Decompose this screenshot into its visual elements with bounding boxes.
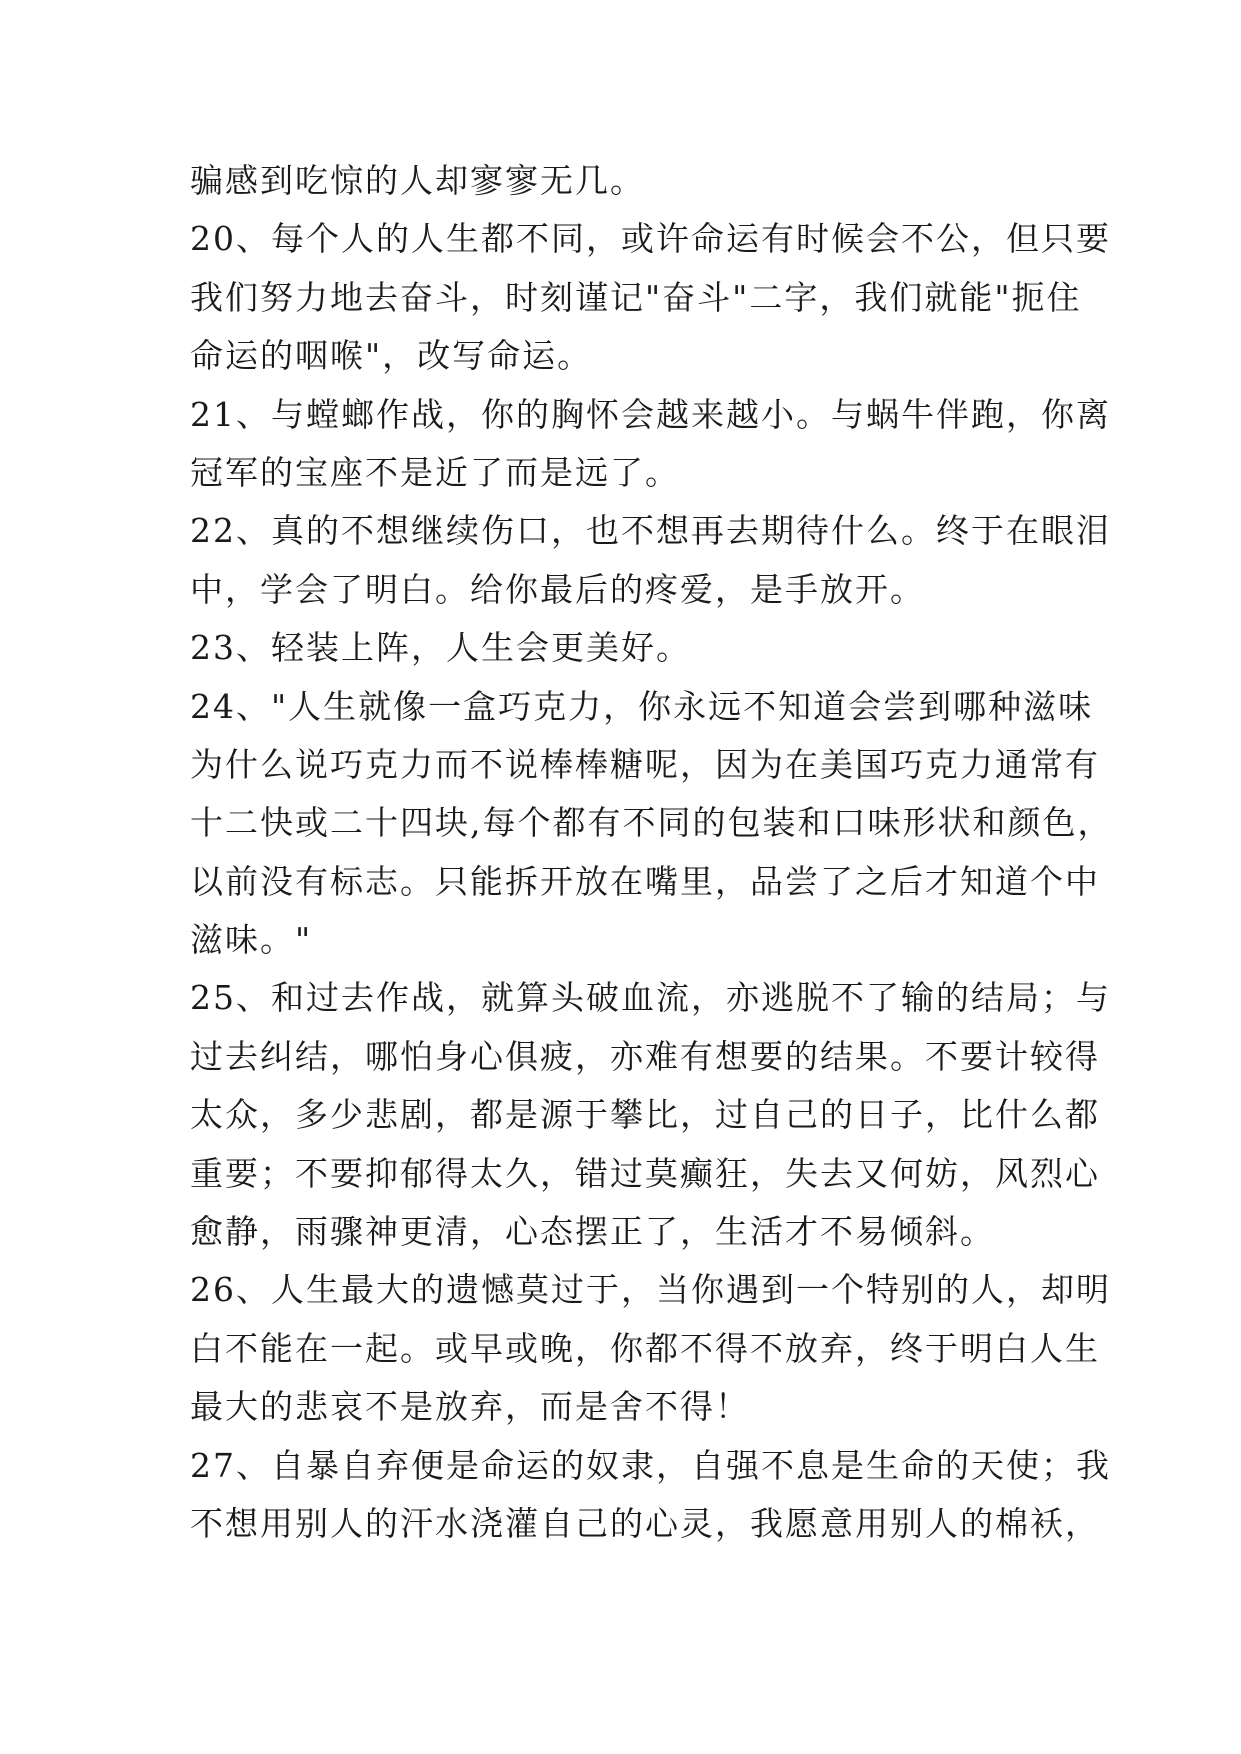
text-line: 滋味。": [190, 920, 313, 960]
text-line: 25、和过去作战，就算头破血流，亦逃脱不了输的结局；与: [190, 978, 1111, 1018]
text-line: 中，学会了明白。给你最后的疼爱，是手放开。: [190, 569, 925, 609]
text-line: 太众，多少悲剧，都是源于攀比，过自己的日子，比什么都: [190, 1095, 1100, 1135]
text-line: 20、每个人的人生都不同，或许命运有时候会不公，但只要: [190, 219, 1111, 259]
text-line: 不想用别人的汗水浇灌自己的心灵，我愿意用别人的棉袄，: [190, 1503, 1100, 1543]
text-line: 十二快或二十四块,每个都有不同的包装和口味形状和颜色，: [190, 803, 1113, 843]
text-line: 21、与螳螂作战，你的胸怀会越来越小。与蜗牛伴跑，你离: [190, 394, 1111, 434]
text-line: 愈静，雨骤神更清，心态摆正了，生活才不易倾斜。: [190, 1212, 995, 1252]
text-line: 为什么说巧克力而不说棒棒糖呢，因为在美国巧克力通常有: [190, 744, 1100, 784]
text-line: 我们努力地去奋斗，时刻谨记"奋斗"二字，我们就能"扼住: [190, 277, 1082, 317]
text-line: 27、自暴自弃便是命运的奴隶，自强不息是生命的天使；我: [190, 1445, 1111, 1485]
text-line: 最大的悲哀不是放弃，而是舍不得！: [190, 1387, 750, 1427]
text-line: 冠军的宝座不是近了而是远了。: [190, 452, 680, 492]
text-line: 重要；不要抑郁得太久，错过莫癫狂，失去又何妨，风烈心: [190, 1153, 1100, 1193]
text-line: 命运的咽喉"，改写命运。: [190, 336, 593, 376]
text-line: 24、"人生就像一盒巧克力，你永远不知道会尝到哪种滋味: [190, 686, 1094, 726]
text-line: 过去纠结，哪怕身心俱疲，亦难有想要的结果。不要计较得: [190, 1036, 1100, 1076]
text-line: 23、轻装上阵，人生会更美好。: [190, 628, 691, 668]
text-line: 以前没有标志。只能拆开放在嘴里，品尝了之后才知道个中: [190, 861, 1100, 901]
text-line: 白不能在一起。或早或晚，你都不得不放弃，终于明白人生: [190, 1328, 1100, 1368]
text-line: 骗感到吃惊的人却寥寥无几。: [190, 161, 645, 200]
text-line: 22、真的不想继续伤口，也不想再去期待什么。终于在眼泪: [190, 511, 1111, 551]
text-line: 26、人生最大的遗憾莫过于，当你遇到一个特别的人，却明: [190, 1270, 1111, 1310]
document-body-text: [190, 152, 1113, 1553]
